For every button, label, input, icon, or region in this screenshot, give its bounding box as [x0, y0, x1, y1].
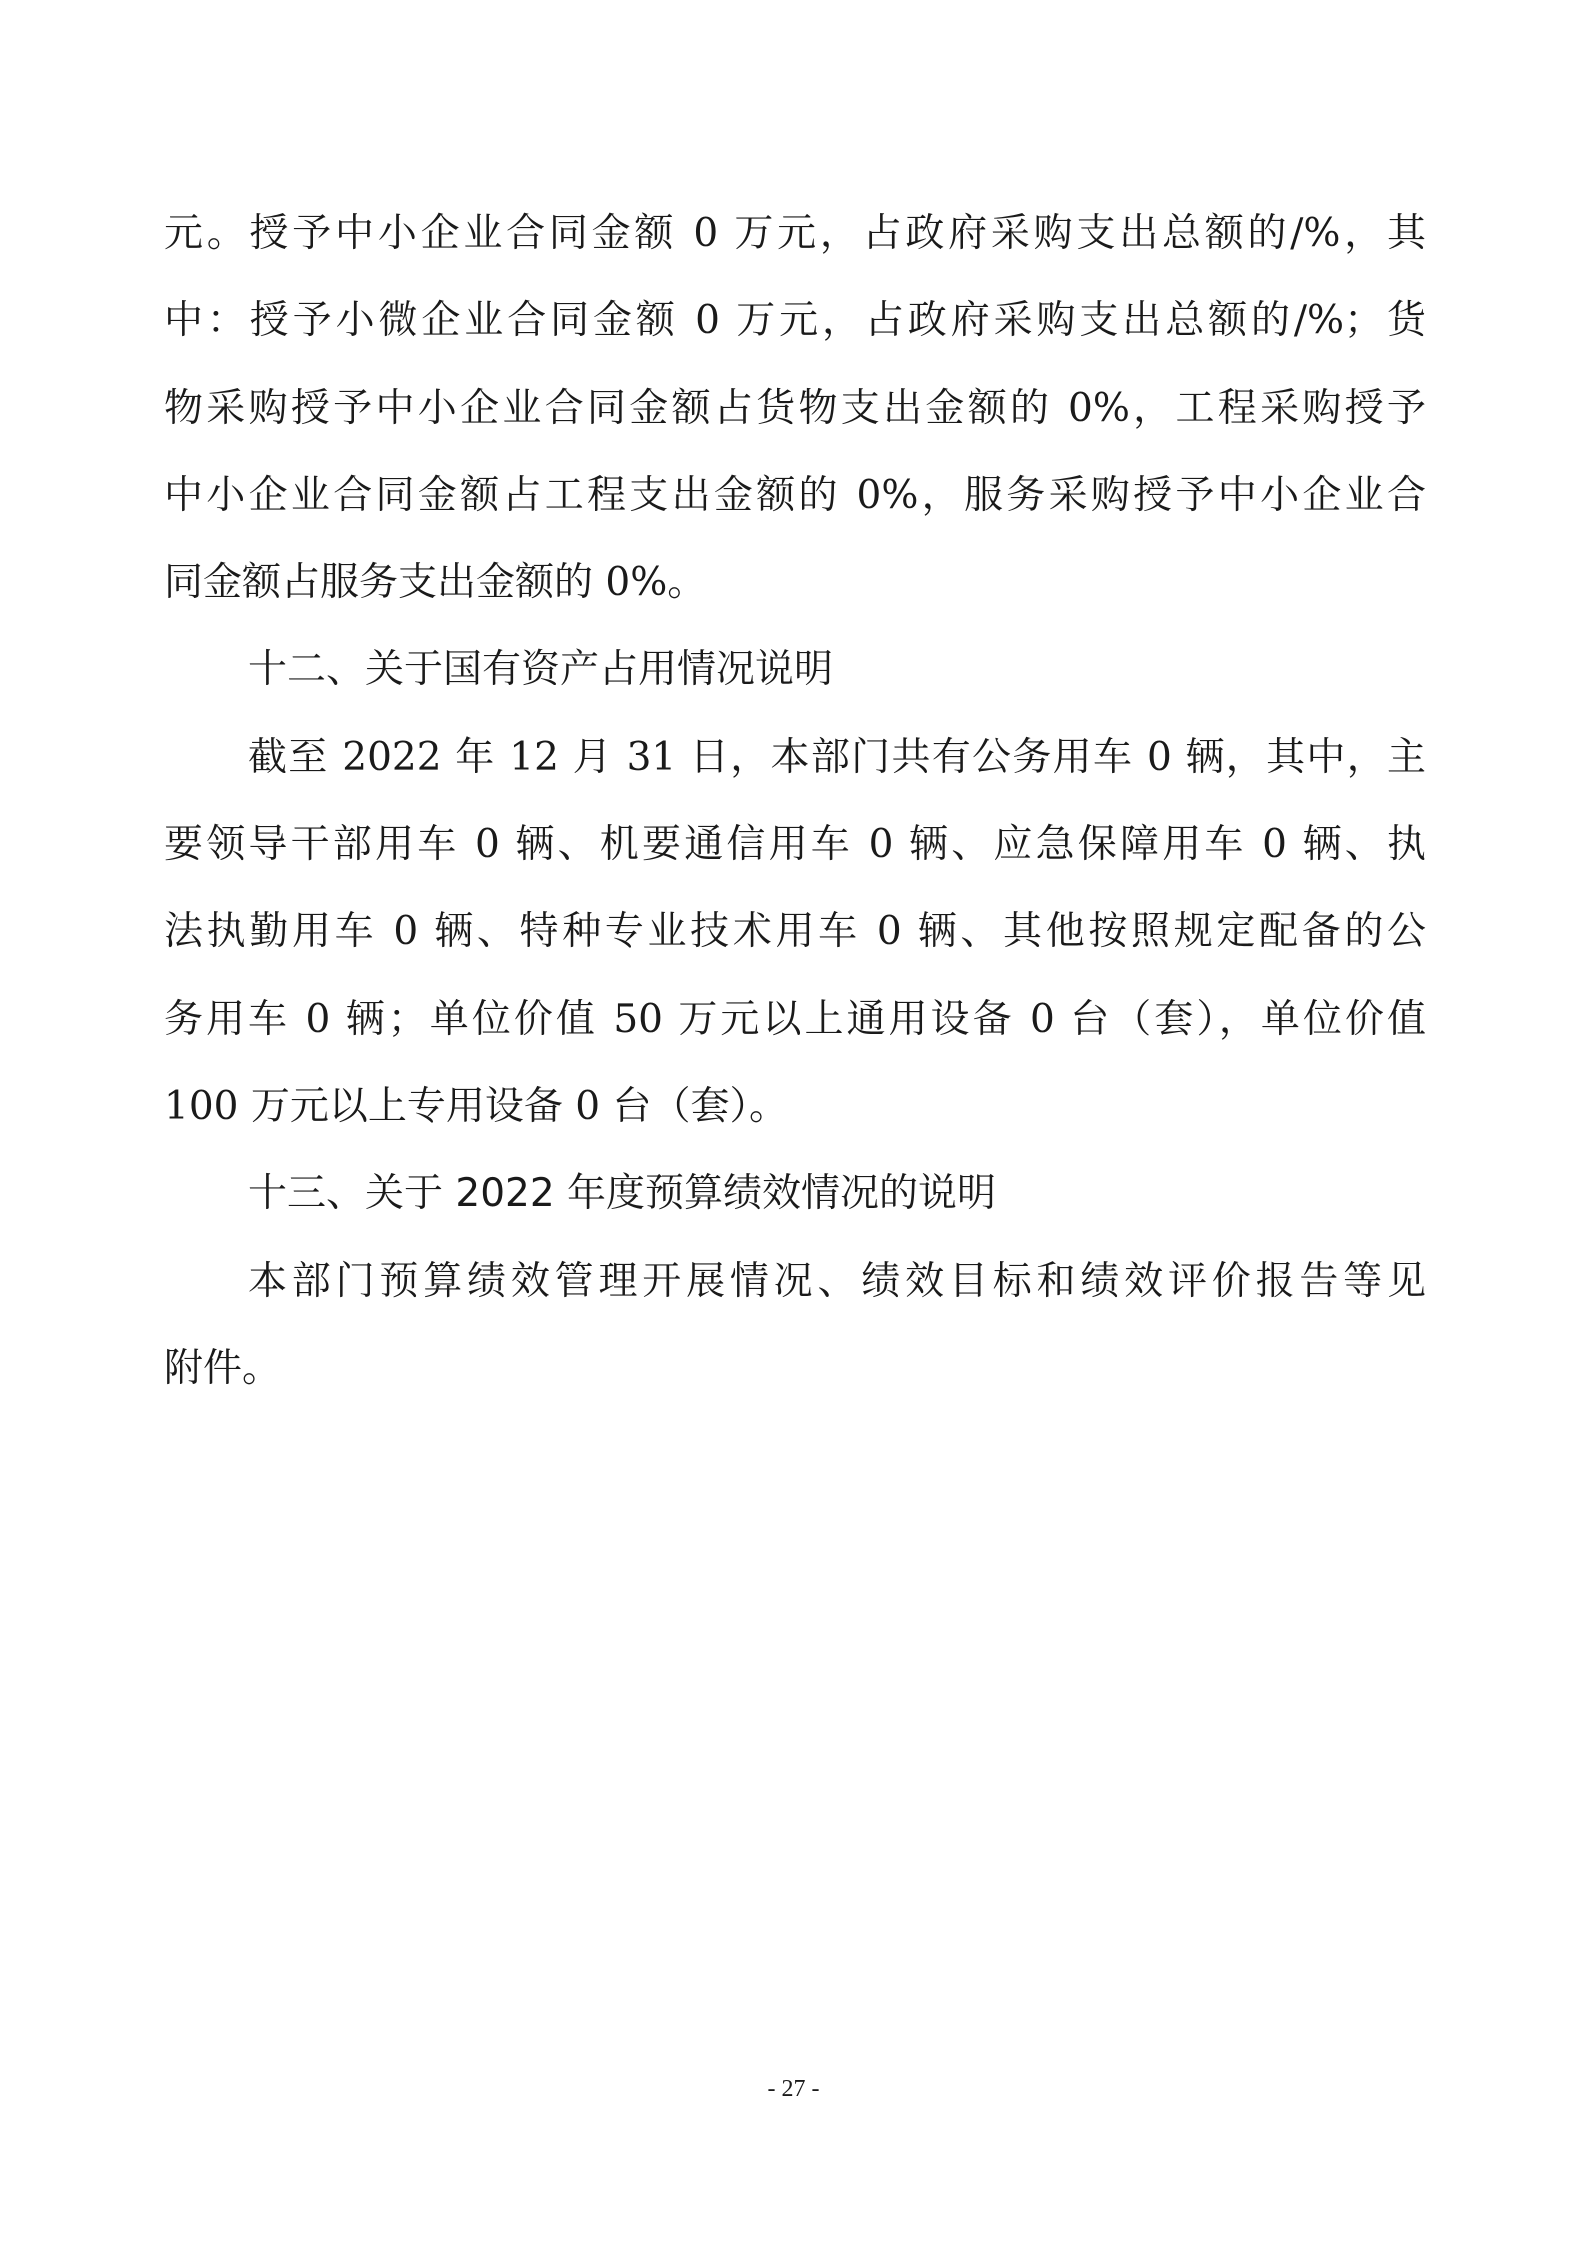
text-line: 本部门预算绩效管理开展情况、绩效目标和绩效评价报告等见: [248, 1258, 1426, 1304]
text-line: 物采购授予中小企业合同金额占货物支出金额的 0%，工程采购授予: [164, 385, 1426, 431]
text-line: 要领导干部用车 0 辆、机要通信用车 0 辆、应急保障用车 0 辆、执: [164, 822, 1426, 868]
page-number: - 27 -: [767, 2076, 820, 2102]
paragraph-procurement: [164, 190, 1426, 626]
text-line: 法执勤用车 0 辆、特种专业技术用车 0 辆、其他按照规定配备的公: [164, 909, 1426, 955]
paragraph-performance: [164, 1238, 1426, 1413]
text-line: 截至 2022 年 12 月 31 日，本部门共有公务用车 0 辆，其中，主: [248, 734, 1426, 780]
text-line: 中：授予小微企业合同金额 0 万元，占政府采购支出总额的/%；货: [164, 298, 1426, 344]
paragraph-assets: [164, 714, 1426, 1150]
section-heading-13: 十三、关于 2022 年度预算绩效情况的说明: [248, 1171, 997, 1217]
document-body: [164, 190, 1426, 1412]
text-line: 中小企业合同金额占工程支出金额的 0%，服务采购授予中小企业合: [164, 472, 1426, 518]
text-line: 100 万元以上专用设备 0 台（套）。: [164, 1083, 788, 1129]
text-line: 元。授予中小企业合同金额 0 万元，占政府采购支出总额的/%，其: [164, 211, 1426, 256]
text-line: 附件。: [164, 1345, 282, 1391]
section-heading-12: 十二、关于国有资产占用情况说明: [248, 647, 834, 693]
text-line: 务用车 0 辆；单位价值 50 万元以上通用设备 0 台（套），单位价值: [164, 996, 1426, 1042]
text-line: 同金额占服务支出金额的 0%。: [164, 560, 707, 606]
